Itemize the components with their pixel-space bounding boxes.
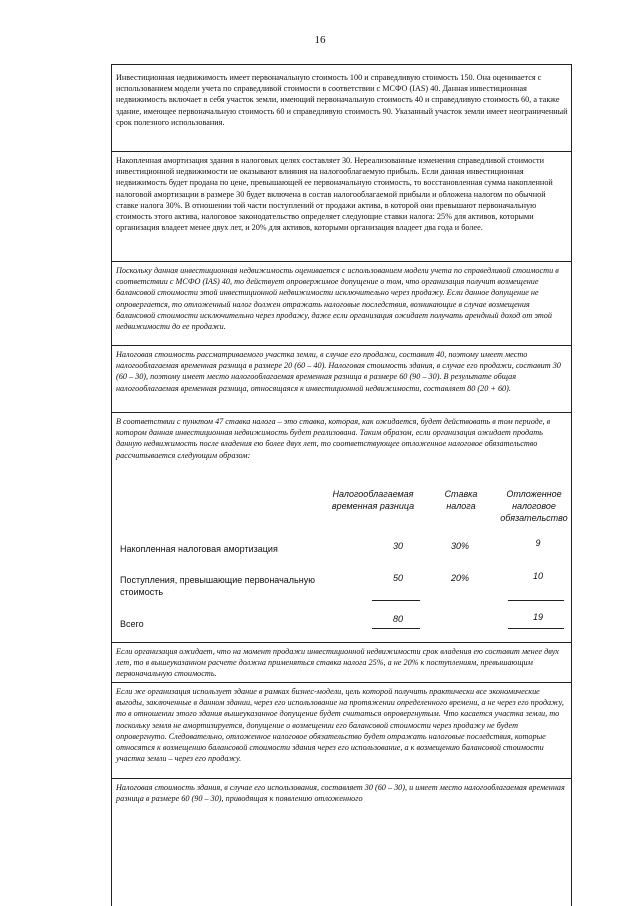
page-number: 16 xyxy=(314,34,326,46)
row-liability: 10 xyxy=(532,571,543,581)
divider xyxy=(111,151,572,152)
row-label: Накопленная налоговая амортизация xyxy=(120,544,278,554)
total-line xyxy=(508,628,564,629)
paragraph-3: Поскольку данная инвестиционная недвижимость оценивается с использованием модели учета по справедливой стоимости в соответствии с МСФО (IAS) 40, то действует опровержимое допущение о том, что организация получит возмещение балансовой стоимости этой инвестиционной недвижимости исключительно через продажу. Если данное допущение не опровергается, то отложенный налог должен отражать налоговые последствия, возникающие в случае возмещения балансовой стоимости исключительно через продажу, даже если организация ожидает получать арендный доход от этой недвижимости до ее продажи. xyxy=(116,266,559,332)
divider xyxy=(111,778,572,779)
row-diff: 30 xyxy=(392,541,403,551)
row-rate: 20% xyxy=(450,573,469,583)
row-rate: 30% xyxy=(450,541,469,551)
header-temporary-difference: Налогооблагаемая временная разница xyxy=(331,489,415,511)
paragraph-2: Накопленная амортизация здания в налоговых целях составляет 30. Нереализованные изменения справедливой стоимости инвестиционной недвижимости не оказывают влияния на налогооблагаемую прибыль. Если данная инвестиционная недвижимость будет продана по цене, превышающей ее первоначальную стоимость, то восстановленная сумма накопленной налоговой амортизации в размере 30 будет включена в состав налогооблагаемой прибыли и обложена налогом по обычной ставке налога 30%. В отношении той части поступлений от продажи актива, в которой они превышают первоначальную стоимость этого актива, налоговое законодательство определяет следующие ставки налога: 25% для активов, которыми организация владеет менее двух лет, и 20% для активов, которыми организация владеет два года и более. xyxy=(116,156,553,233)
divider xyxy=(111,261,572,262)
divider xyxy=(111,412,572,413)
header-tax-rate: Ставка налога xyxy=(444,489,478,511)
sum-line xyxy=(372,600,420,601)
row-label: Всего xyxy=(120,619,144,629)
paragraph-4: Налоговая стоимость рассматриваемого участка земли, в случае его продажи, составит 40, поэтому имеет место налогооблагаемая временная разница в размере 20 (60 – 40). Налоговая стоимость здания, в случае его продажи, составит 30 (60 – 30), поэтому имеет место налогооблагаемая временная разница в размере 60 (90 – 30). В результате общая налогооблагаемая временная разница, относящаяся к инвестиционной недвижимости, составляет 80 (20 + 60). xyxy=(116,350,561,393)
row-liability: 9 xyxy=(535,538,541,548)
divider xyxy=(111,642,572,643)
paragraph-7: Если же организация использует здание в рамках бизнес-модели, цель которой получить практически все экономические выгоды, заключенные в данном здании, через его использование на протяжении определенного времени, а не через его продажу, то в отношении этого здания вышеуказанное допущение будет считаться опровергнутым. Что касается участка земли, то поскольку земля не амортизируется, допущение о возмещении его балансовой стоимости через продажу не будет опровергнуто. Следовательно, отложенное налоговое обязательство будет отражать налоговые последствия, которые относятся к возмещению балансовой стоимости здания через его использование, а к возмещению балансовой стоимости участка земли – через его продажу. xyxy=(116,687,564,764)
header-deferred-liability: Отложенное налоговое обязательство xyxy=(500,489,568,523)
row-diff: 80 xyxy=(392,614,403,624)
paragraph-6: Если организация ожидает, что на момент продажи инвестиционной недвижимости срок владения ею составит менее двух лет, то в вышеуказанном расчете должна применяться ставка налога 25%, а не 20% к поступлениям, превышающим первоначальную стоимость. xyxy=(116,647,559,679)
sum-line xyxy=(508,600,564,601)
total-line xyxy=(372,628,420,629)
row-diff: 50 xyxy=(392,573,403,583)
row-label: Поступления, превышающие первоначальную стоимость xyxy=(120,575,315,597)
divider xyxy=(111,682,572,683)
divider xyxy=(111,345,572,346)
paragraph-1: Инвестиционная недвижимость имеет первоначальную стоимость 100 и справедливую стоимость 150. Она оценивается с использованием модели учета по справедливой стоимости в соответствии с МСФО (IAS) 40. Данная инвестиционная недвижимость включает в себя участок земли, имеющий первоначальную стоимость 40 и справедливую стоимость 60, а также здание, имеющее первоначальную стоимость 60 и справедливую стоимость 90. Указанный участок земли имеет неограниченный срок полезного использования. xyxy=(116,73,568,127)
row-liability: 19 xyxy=(532,612,543,622)
paragraph-8: Налоговая стоимость здания, в случае его использования, составляет 30 (60 – 30), и имеет место налогооблагаемая временная разница в размере 60 (90 – 30), приводящая к появлению отложенного xyxy=(116,783,565,804)
paragraph-5: В соответствии с пунктом 47 ставка налога – это ставка, которая, как ожидается, будет действовать в том периоде, в котором данная инвестиционная недвижимость будет реализована. Таким образом, если организация ожидает продать данную недвижимость после владения ею более двух лет, то соответствующее отложенное налоговое обязательство рассчитывается следующим образом: xyxy=(116,417,551,460)
